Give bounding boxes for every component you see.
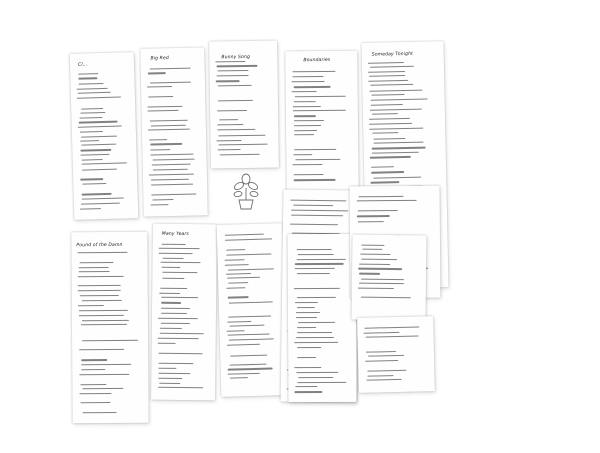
handwritten-line	[298, 377, 333, 378]
handwritten-line	[229, 316, 271, 318]
handwritten-line	[361, 258, 397, 260]
sheet-title: Many Years	[161, 231, 189, 238]
sheet-bottom-5	[288, 234, 357, 402]
handwritten-line	[365, 360, 398, 362]
handwritten-line	[227, 372, 260, 374]
handwritten-line	[371, 171, 404, 173]
handwritten-line	[158, 378, 182, 379]
handwritten-line	[150, 120, 188, 122]
handwritten-line	[368, 62, 404, 64]
handwritten-line	[292, 81, 325, 82]
handwritten-line	[294, 149, 336, 151]
sheet-title: Cl...	[77, 62, 88, 68]
handwritten-line	[78, 305, 103, 306]
handwritten-line	[220, 119, 239, 120]
handwritten-line	[369, 127, 423, 129]
handwritten-line	[295, 367, 322, 368]
handwritten-line	[82, 197, 124, 199]
handwritten-line	[82, 388, 123, 389]
handwritten-line	[151, 163, 190, 165]
handwritten-line	[81, 135, 117, 137]
handwritten-line	[361, 297, 411, 299]
sheet-top-4	[285, 51, 359, 198]
handwritten-line	[293, 110, 345, 112]
handwritten-line	[82, 319, 129, 320]
handwritten-line	[217, 129, 255, 131]
handwritten-line	[296, 317, 317, 318]
handwritten-line	[370, 84, 414, 86]
handwritten-line	[78, 73, 98, 75]
handwritten-line	[358, 268, 402, 270]
handwritten-line	[369, 75, 405, 77]
handwritten-line	[159, 252, 192, 253]
handwritten-line	[160, 328, 182, 329]
handwritten-line	[366, 379, 401, 381]
handwritten-line	[80, 208, 101, 210]
handwritten-line	[78, 271, 109, 272]
handwritten-line	[225, 238, 272, 240]
handwritten-line	[296, 159, 341, 161]
handwritten-line	[297, 382, 346, 383]
handwritten-line	[80, 202, 120, 204]
handwritten-line	[372, 94, 405, 96]
handwritten-line	[158, 373, 190, 374]
handwritten-line	[217, 75, 248, 77]
handwritten-line	[360, 263, 391, 264]
handwritten-line	[225, 234, 264, 236]
handwritten-line	[230, 354, 267, 356]
handwritten-line	[147, 73, 165, 74]
handwritten-line	[372, 113, 398, 115]
handwritten-line	[359, 283, 404, 285]
potted-plant-sketch-icon	[226, 170, 266, 210]
sheet-title: Big Red	[150, 56, 169, 62]
handwritten-line	[159, 363, 194, 364]
handwritten-line	[296, 312, 320, 313]
handwritten-line	[294, 86, 331, 87]
handwritten-line	[153, 169, 188, 171]
handwritten-line	[297, 254, 334, 255]
handwritten-line	[370, 89, 422, 91]
handwritten-line	[79, 117, 103, 119]
handwritten-line	[294, 174, 324, 175]
handwritten-line	[230, 377, 248, 379]
handwritten-line	[294, 302, 318, 303]
handwritten-line	[78, 121, 117, 123]
handwritten-line	[227, 287, 245, 289]
handwritten-line	[227, 297, 248, 299]
handwritten-line	[290, 223, 338, 225]
handwritten-line	[81, 324, 127, 325]
handwritten-line	[160, 332, 204, 334]
handwritten-line	[371, 182, 399, 184]
handwritten-line	[82, 339, 138, 340]
handwritten-line	[372, 132, 398, 134]
sheet-bottom-1	[71, 232, 148, 424]
handwritten-line	[368, 71, 405, 73]
handwritten-line	[226, 249, 245, 251]
handwritten-line	[294, 342, 337, 343]
handwritten-line	[79, 262, 114, 263]
handwritten-line	[370, 156, 411, 158]
handwritten-line	[151, 204, 168, 205]
handwritten-line	[80, 154, 109, 156]
handwritten-line	[218, 100, 253, 102]
handwritten-line	[219, 144, 267, 146]
handwritten-line	[228, 282, 248, 284]
handwritten-line	[297, 357, 316, 358]
handwritten-line	[81, 178, 104, 180]
sheet-title: Boundaries	[303, 57, 331, 64]
handwritten-line	[294, 125, 321, 126]
handwritten-line	[80, 149, 111, 151]
handwritten-line	[147, 106, 182, 108]
handwritten-line	[229, 339, 273, 341]
handwritten-line	[147, 86, 172, 88]
handwritten-line	[79, 315, 124, 316]
handwritten-line	[217, 140, 242, 141]
handwritten-line	[159, 293, 180, 294]
handwritten-line	[369, 118, 410, 120]
handwritten-line	[295, 386, 317, 387]
handwritten-line	[218, 134, 266, 136]
handwritten-line	[229, 301, 273, 303]
handwritten-line	[290, 200, 346, 202]
handwritten-line	[151, 124, 186, 126]
handwritten-line	[78, 252, 127, 253]
handwritten-line	[297, 307, 315, 308]
handwritten-line	[363, 332, 399, 334]
handwritten-line	[226, 273, 251, 275]
handwritten-line	[81, 359, 107, 360]
handwritten-line	[297, 372, 339, 373]
handwritten-line	[218, 124, 243, 125]
handwritten-line	[81, 369, 105, 370]
handwritten-line	[161, 307, 190, 308]
handwritten-line	[78, 83, 103, 85]
handwritten-line	[81, 384, 106, 385]
handwritten-line	[358, 210, 398, 211]
handwritten-line	[298, 322, 335, 323]
handwritten-line	[297, 347, 321, 348]
handwritten-line	[293, 154, 313, 155]
handwritten-line	[149, 68, 191, 70]
handwritten-line	[370, 66, 414, 68]
sheet-top-1	[70, 52, 139, 220]
handwritten-line	[370, 99, 427, 101]
handwritten-line	[359, 273, 380, 274]
handwritten-line	[148, 110, 179, 112]
handwritten-line	[150, 149, 170, 151]
handwritten-line	[82, 168, 117, 170]
handwritten-line	[368, 375, 394, 377]
handwritten-line	[161, 287, 188, 288]
handwritten-line	[366, 351, 396, 353]
handwritten-line	[294, 101, 316, 102]
handwritten-line	[373, 138, 405, 140]
handwritten-line	[369, 123, 412, 125]
handwritten-line	[81, 300, 121, 301]
handwritten-line	[227, 330, 245, 332]
handwritten-line	[292, 91, 316, 92]
handwritten-line	[229, 325, 265, 327]
handwritten-line	[79, 295, 118, 296]
handwritten-line	[362, 249, 382, 250]
handwritten-line	[296, 337, 334, 338]
handwritten-line	[82, 183, 106, 185]
handwritten-line	[297, 249, 332, 250]
handwritten-line	[373, 142, 423, 144]
handwritten-line	[359, 196, 404, 197]
handwritten-line	[216, 65, 257, 67]
sheet-title: Bunny Song	[221, 54, 251, 61]
handwritten-line	[293, 204, 333, 206]
handwritten-line	[150, 143, 182, 145]
handwritten-line	[294, 120, 324, 121]
handwritten-line	[80, 140, 99, 142]
sheet-bottom-8	[357, 316, 435, 393]
handwritten-line	[162, 277, 184, 278]
handwritten-line	[158, 317, 197, 319]
handwritten-line	[79, 373, 129, 374]
handwritten-line	[294, 134, 314, 135]
handwritten-line	[150, 154, 193, 156]
handwritten-line	[78, 285, 120, 286]
handwritten-line	[293, 76, 324, 77]
handwritten-line	[227, 344, 260, 346]
handwritten-line	[373, 176, 421, 178]
handwritten-line	[357, 200, 417, 202]
handwritten-line	[78, 276, 124, 277]
handwritten-line	[357, 215, 390, 216]
handwritten-line	[161, 267, 181, 268]
handwritten-line	[372, 152, 418, 154]
handwritten-line	[292, 71, 335, 73]
sheet-bottom-2	[151, 224, 217, 401]
handwritten-line	[360, 278, 404, 280]
handwritten-line	[78, 78, 97, 80]
handwritten-line	[161, 312, 186, 313]
handwritten-line	[361, 245, 383, 246]
handwritten-line	[148, 129, 190, 131]
handwritten-line	[371, 166, 394, 168]
handwritten-line	[158, 387, 202, 389]
handwritten-line	[80, 393, 112, 394]
handwritten-line	[160, 262, 200, 264]
handwritten-line	[225, 264, 248, 266]
handwritten-line	[78, 126, 121, 128]
handwritten-line	[159, 353, 203, 355]
handwritten-line	[292, 164, 322, 165]
handwritten-line	[77, 88, 108, 90]
handwritten-line	[294, 288, 340, 289]
handwritten-line	[151, 184, 193, 186]
handwritten-line	[217, 85, 251, 87]
handwritten-line	[162, 257, 184, 258]
handwritten-line	[77, 97, 121, 99]
handwritten-line	[366, 336, 419, 338]
handwritten-line	[297, 273, 330, 274]
handwritten-line	[159, 248, 200, 250]
handwritten-line	[365, 326, 419, 328]
sheet-title: Pound of the Damn	[76, 242, 123, 249]
handwritten-line	[160, 383, 181, 384]
handwritten-line	[370, 108, 422, 110]
handwritten-line	[295, 268, 335, 269]
handwritten-line	[357, 221, 383, 222]
handwritten-line	[227, 321, 251, 323]
sheet-bottom-3	[217, 223, 288, 397]
handwritten-line	[149, 139, 167, 140]
handwritten-line	[227, 277, 260, 279]
handwritten-line	[297, 332, 332, 333]
handwritten-line	[82, 159, 103, 161]
handwritten-line	[79, 267, 109, 268]
handwritten-line	[217, 110, 247, 112]
sheet-title: Someday Tonight	[371, 51, 414, 58]
handwritten-line	[161, 323, 190, 324]
handwritten-line	[80, 402, 111, 403]
handwritten-line	[79, 309, 128, 310]
handwritten-line	[216, 61, 246, 63]
handwritten-line	[224, 259, 245, 261]
handwritten-line	[81, 364, 131, 365]
handwritten-line	[360, 254, 390, 255]
handwritten-line	[77, 92, 110, 94]
handwritten-line	[80, 112, 105, 114]
handwritten-line	[226, 254, 271, 256]
handwritten-line	[79, 349, 124, 350]
handwritten-line	[293, 179, 336, 181]
handwritten-line	[228, 334, 270, 336]
handwritten-line	[149, 174, 194, 176]
handwritten-line	[292, 209, 349, 211]
handwritten-line	[291, 214, 343, 216]
handwritten-line	[81, 144, 116, 146]
handwritten-line	[162, 244, 185, 245]
handwritten-line	[148, 96, 173, 98]
handwritten-line	[218, 149, 241, 150]
sheet-bottom-7	[351, 235, 426, 321]
handwritten-line	[159, 368, 177, 369]
handwritten-line	[227, 268, 273, 270]
handwritten-line	[294, 116, 315, 117]
handwritten-line	[151, 194, 196, 196]
handwritten-line	[358, 288, 394, 290]
handwritten-line	[370, 104, 402, 106]
sheet-top-2	[140, 47, 208, 216]
handwritten-line	[152, 159, 194, 161]
handwritten-line	[151, 179, 189, 181]
handwritten-line	[371, 147, 425, 149]
handwritten-line	[295, 263, 344, 264]
handwritten-line	[295, 96, 346, 98]
handwritten-line	[294, 130, 317, 131]
handwritten-line	[161, 302, 182, 303]
handwritten-line	[230, 364, 267, 366]
handwritten-line	[367, 370, 406, 372]
handwritten-line	[216, 81, 239, 82]
handwritten-line	[78, 290, 121, 291]
handwritten-line	[81, 108, 103, 110]
handwritten-line	[80, 131, 104, 133]
handwritten-line	[162, 272, 197, 273]
handwritten-line	[293, 106, 321, 107]
handwritten-line	[161, 297, 198, 298]
handwritten-line	[82, 412, 116, 413]
handwritten-line	[82, 163, 127, 165]
handwritten-line	[218, 70, 249, 72]
handwritten-line	[150, 81, 191, 83]
handwritten-line	[297, 297, 336, 298]
handwritten-line	[297, 259, 345, 260]
handwritten-line	[158, 337, 199, 339]
handwritten-line	[297, 327, 316, 328]
handwritten-line	[220, 154, 260, 156]
handwritten-line	[295, 391, 323, 392]
sheet-top-3	[209, 41, 279, 169]
handwritten-line	[228, 368, 273, 370]
handwritten-line	[82, 193, 112, 195]
handwritten-line	[368, 355, 404, 357]
handwritten-line	[152, 199, 174, 201]
handwritten-line	[158, 343, 175, 344]
handwritten-line	[369, 80, 408, 82]
